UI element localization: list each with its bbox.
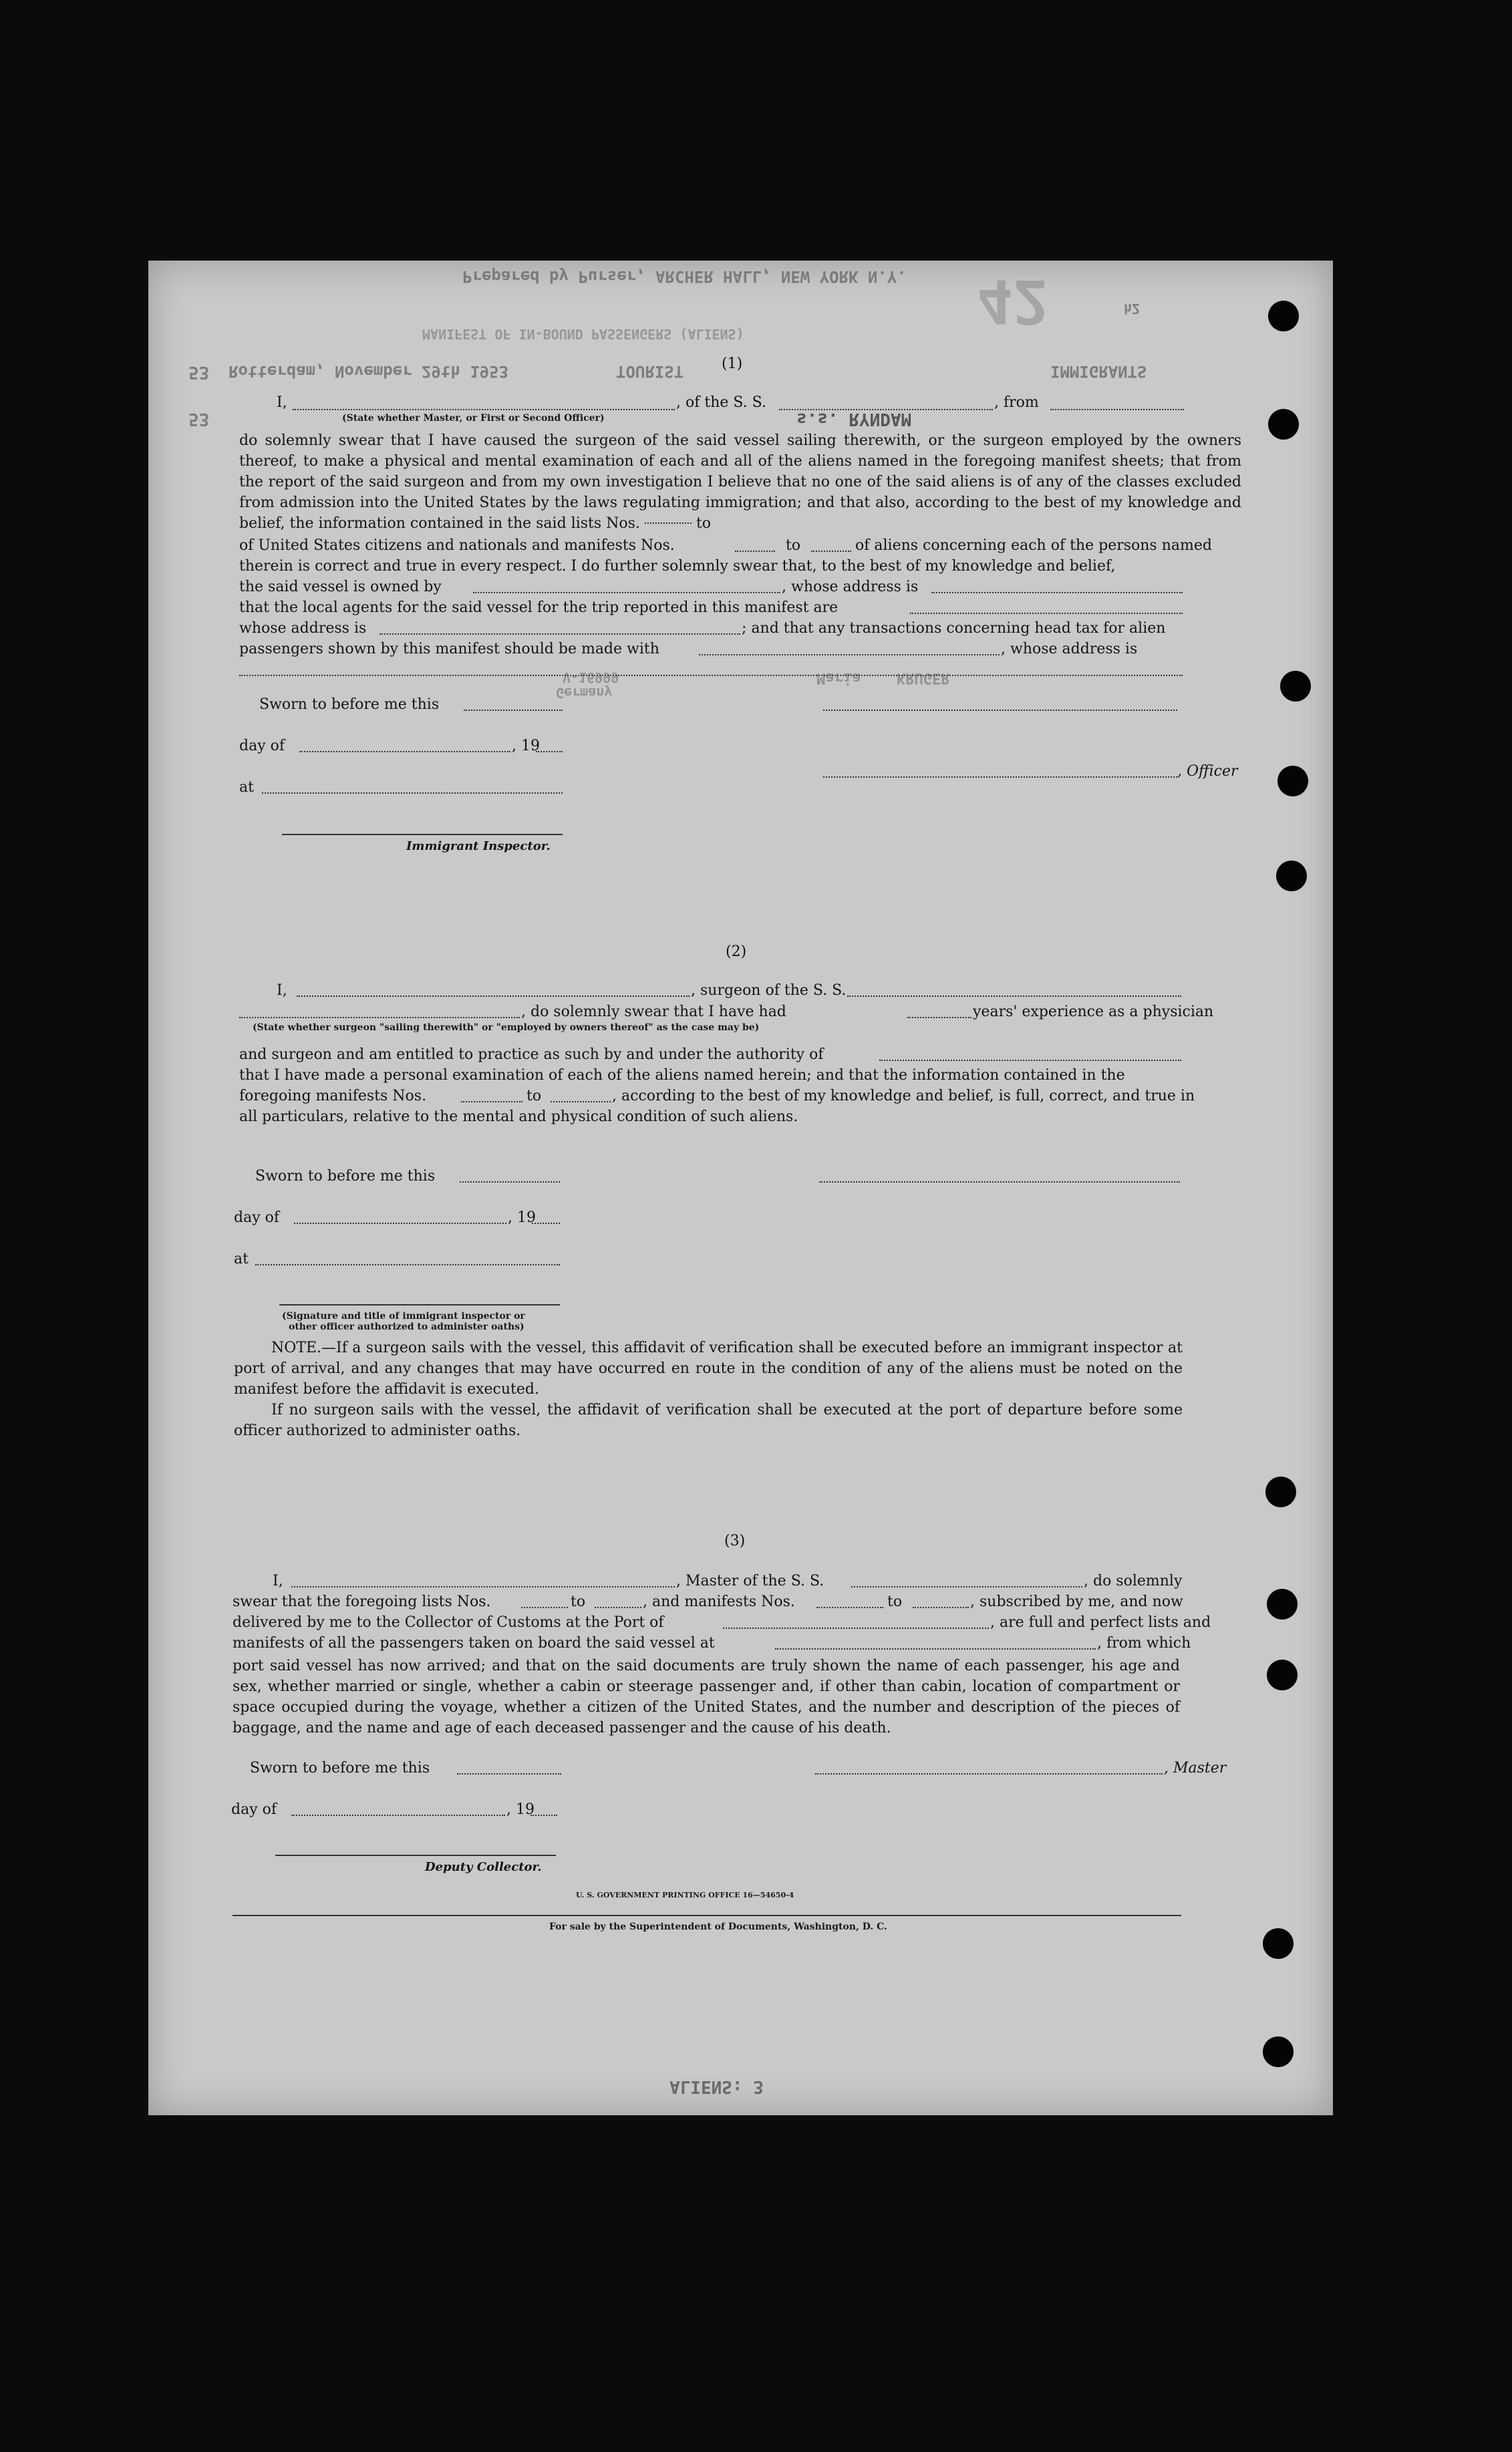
section2-sworn-line[interactable] — [460, 1181, 560, 1183]
section1-manifest-from-line[interactable] — [735, 551, 775, 552]
section1-year-line[interactable] — [536, 751, 563, 752]
section3-solemnly-label: , do solemnly — [1084, 1573, 1183, 1589]
section3-lists-text: swear that the foregoing lists Nos. — [233, 1593, 491, 1610]
footer-rule — [233, 1915, 1181, 1916]
section2-number: (2) — [726, 943, 747, 960]
section2-ship-line[interactable] — [847, 995, 1181, 997]
section1-manifest-to-line[interactable] — [811, 551, 851, 552]
section1-officer-note: (State whether Master, or First or Second Officer) — [342, 413, 605, 424]
section3-day-of-label: day of — [231, 1801, 277, 1818]
section1-headtax-text: ; and that any transactions concerning head tax for alien — [742, 620, 1166, 637]
section1-at-label: at — [239, 779, 254, 796]
section3-i-label: I, — [273, 1573, 283, 1589]
section2-body-b-start: foregoing manifests Nos. — [239, 1088, 427, 1104]
section2-i-label: I, — [277, 982, 287, 999]
section1-full-address-line[interactable] — [239, 675, 1183, 676]
section3-lists-to: to — [571, 1593, 586, 1610]
section2-authority-line[interactable] — [879, 1060, 1181, 1061]
ghost-kruger: KRUGER — [897, 669, 950, 686]
gpo-imprint: U. S. GOVERNMENT PRINTING OFFICE 16—54650-4 — [576, 1891, 794, 1899]
section1-from-line[interactable] — [1050, 409, 1184, 410]
section2-surgeon-name-line[interactable] — [297, 995, 690, 997]
section2-surgeon-note: (State whether surgeon "sailing therewith" or "employed by owners thereof" as the case may be) — [253, 1022, 760, 1033]
section1-year-label: , 19 — [512, 738, 540, 754]
section1-number: (1) — [722, 355, 743, 372]
section2-note1: NOTE.—If a surgeon sails with the vessel, this affidavit of verification shall be executed before an immigrant inspector at port of arrival, and any changes that may have occurred en route in the condition of any of the aliens must be noted on the manifest before the affidavit is executed. — [234, 1340, 1183, 1398]
section1-agents-address-line[interactable] — [380, 633, 740, 635]
ghost-header-line2: MANIFEST OF IN-BOUND PASSENGERS (ALIENS) — [422, 326, 744, 342]
punch-hole — [1263, 2036, 1294, 2067]
section1-agents-line[interactable] — [910, 613, 1183, 614]
section1-body-text: do solemnly swear that I have caused the surgeon of the said vessel sailing therewith, or the surgeon employed by the owners thereof, to make a physical and mental examination of each and all of the aliens named in the foregoing manifest sheets; that from the report of the said surgeon and from my own investigation I believe that no one of the said aliens is of any of the classes excluded from admission into the United States by the laws regulating immigration; and that also, according to the best of my knowledge and belief, the information contained in the said lists Nos. — [239, 432, 1241, 532]
section1-passengers-address: , whose address is — [1001, 641, 1138, 657]
section1-citizens-to: to — [786, 537, 801, 554]
section3-lists-from-line[interactable] — [521, 1607, 568, 1608]
punch-hole — [1277, 766, 1308, 796]
section3-day-line[interactable] — [291, 1815, 505, 1816]
ghost-header-line3-left: IMMIGRANTS — [1050, 362, 1147, 381]
section2-body-b-end: , according to the best of my knowledge and belief, is full, correct, and true in — [612, 1088, 1195, 1104]
manifest-sheet — [148, 261, 1333, 2115]
section1-of-ss-label: , of the S. S. — [676, 394, 766, 411]
section1-inspector-line[interactable] — [282, 834, 563, 835]
ghost-maria: Maria — [816, 669, 861, 686]
section2-day-line[interactable] — [294, 1223, 506, 1224]
section1-agents-text: that the local agents for the said vessel for the trip reported in this manifest are — [239, 599, 839, 616]
section3-deputy-line[interactable] — [275, 1855, 556, 1856]
section1-officer-line[interactable] — [823, 776, 1177, 778]
section2-sworn-label: Sworn to before me this — [255, 1168, 436, 1185]
section2-manifest-to-line[interactable] — [551, 1101, 611, 1102]
section1-owned-text: the said vessel is owned by — [239, 579, 442, 595]
punch-hole — [1265, 1477, 1296, 1507]
ghost-mark-53a: 53 — [188, 362, 210, 382]
section3-manifests-text: , and manifests Nos. — [643, 1593, 795, 1610]
ghost-header-line3-mid: TOURIST — [616, 362, 684, 381]
ghost-header-line3-right: Rotterdam, November 29th 1953 — [229, 362, 509, 381]
ghost-header-line1: Prepared by Purser, ARCHER HALL, NEW YORK N.Y. — [462, 267, 907, 286]
ghost-mark-53b: 53 — [188, 409, 210, 429]
punch-hole — [1267, 1660, 1298, 1690]
section3-perfect-text: , are full and perfect lists and — [990, 1614, 1211, 1631]
section1-citizens-end: of aliens concerning each of the persons named — [855, 537, 1212, 554]
section3-from-which-text: , from which — [1097, 1635, 1191, 1652]
section1-sworn-label: Sworn to before me this — [259, 696, 440, 713]
section1-headtax-agent-line[interactable] — [699, 654, 1000, 655]
punch-hole — [1267, 1589, 1298, 1620]
section3-year-label: , 19 — [506, 1801, 535, 1818]
section2-note2: If no surgeon sails with the vessel, the affidavit of verification shall be executed at the port of departure before some officer authorized to administer oaths. — [234, 1402, 1183, 1439]
section3-deputy-label: Deputy Collector. — [425, 1860, 542, 1874]
section2-years-line[interactable] — [907, 1017, 971, 1018]
section2-sig-note1: (Signature and title of immigrant inspector or — [282, 1311, 525, 1322]
section3-subscribed-text: , subscribed by me, and now — [970, 1593, 1183, 1610]
section3-port-line[interactable] — [723, 1628, 989, 1629]
section3-delivered-text: delivered by me to the Collector of Customs at the Port of — [233, 1614, 664, 1631]
section1-sworn-line[interactable] — [464, 710, 563, 711]
section1-owner-address-label: , whose address is — [782, 579, 919, 595]
ghost-page-number: 42 — [977, 266, 1050, 336]
ghost-bottom-mark: ALIENS: 3 — [669, 2077, 764, 2097]
section3-year-line[interactable] — [531, 1815, 557, 1816]
section2-years-text: years' experience as a physician — [973, 1004, 1214, 1020]
section1-passengers-text: passengers shown by this manifest should be made with — [239, 641, 659, 657]
section1-at-line[interactable] — [262, 792, 563, 794]
ghost-page-small: h2 — [1124, 301, 1141, 317]
punch-hole — [1268, 409, 1299, 440]
section1-day-line[interactable] — [299, 751, 510, 752]
section2-day-of-label: day of — [234, 1209, 280, 1226]
section3-manifests-to: to — [887, 1593, 903, 1610]
section3-master-name-line[interactable] — [291, 1586, 675, 1587]
section1-therein-text: therein is correct and true in every respect. I do further solemnly swear that, to the best of my knowledge and belief, — [239, 558, 1116, 575]
section2-at-line[interactable] — [255, 1264, 560, 1265]
section3-manifests-all-text: manifests of all the passengers taken on board the said vessel at — [233, 1635, 715, 1652]
section1-to-label: to — [696, 515, 712, 532]
section3-boarded-line[interactable] — [775, 1648, 1096, 1650]
section2-manifest-from-line[interactable] — [461, 1101, 522, 1102]
section1-body — [239, 430, 1241, 534]
section1-owner-address-line[interactable] — [931, 592, 1183, 593]
section2-surgeon-type-line[interactable] — [239, 1017, 520, 1018]
section1-from-label: , from — [994, 394, 1039, 411]
section1-day-of-label: day of — [239, 738, 285, 754]
section1-citizens-text: of United States citizens and nationals and manifests Nos. — [239, 537, 675, 554]
section2-year-label: , 19 — [508, 1209, 536, 1226]
ghost-ship-name: s.s. RYNDAM — [796, 409, 912, 429]
section2-swear-text: , do solemnly swear that I have had — [521, 1004, 786, 1020]
ghost-germany: Germany — [556, 685, 613, 701]
punch-hole — [1280, 671, 1311, 702]
section1-officer-label: , Officer — [1177, 763, 1238, 780]
punch-hole — [1263, 1928, 1294, 1959]
section1-address-label: whose address is — [239, 620, 367, 637]
section2-surgeon-label: , surgeon of the S. S. — [691, 982, 847, 999]
section1-signature-line[interactable] — [823, 710, 1177, 711]
section1-inspector-label: Immigrant Inspector. — [406, 839, 551, 853]
section3-master-label: , Master of the S. S. — [676, 1573, 824, 1589]
section1-list-from-line[interactable] — [645, 522, 692, 524]
section3-signature-line[interactable] — [815, 1773, 1163, 1775]
section3-manifest-from-line[interactable] — [816, 1607, 883, 1608]
section2-sig-note2: other officer authorized to administer oaths) — [289, 1322, 524, 1332]
section1-officer-name-line[interactable] — [293, 409, 675, 410]
section1-owner-line[interactable] — [473, 592, 780, 593]
section3-sworn-line[interactable] — [457, 1773, 561, 1775]
section3-manifest-to-line[interactable] — [913, 1607, 969, 1608]
section2-at-label: at — [234, 1251, 249, 1267]
section2-year-line[interactable] — [532, 1223, 560, 1224]
section1-ship-line[interactable] — [779, 409, 993, 410]
section2-signature-line[interactable] — [819, 1181, 1180, 1183]
section3-body: port said vessel has now arrived; and that on the said documents are truly shown the name of each passenger, his age and sex, whether married or single, whether a cabin or steerage passenger and, if other than cabin, location of compartment or space occupied during the voyage, whether a citizen of the United States, and the number and description of the pieces of baggage, and the name and age of each deceased passenger and the cause of his death. — [233, 1658, 1180, 1736]
section3-master-sig-label: , Master — [1164, 1760, 1227, 1777]
section2-inspector-line[interactable] — [279, 1304, 560, 1306]
section3-number: (3) — [724, 1533, 746, 1549]
section2-body-a: that I have made a personal examination of each of the aliens named herein; and that the information contained in the — [239, 1067, 1125, 1084]
section2-body-c: all particulars, relative to the mental and physical condition of such aliens. — [239, 1108, 798, 1125]
section2-body-b-to: to — [526, 1088, 542, 1104]
section3-ship-line[interactable] — [851, 1586, 1082, 1587]
punch-hole — [1268, 301, 1299, 331]
section1-i-label: I, — [277, 394, 287, 411]
punch-hole — [1276, 861, 1307, 891]
ghost-code: V-16999 — [563, 669, 619, 685]
section3-lists-to-line[interactable] — [595, 1607, 641, 1608]
section2-authority-text: and surgeon and am entitled to practice as such by and under the authority of — [239, 1046, 824, 1063]
footer-sale-notice: For sale by the Superintendent of Documents, Washington, D. C. — [549, 1922, 887, 1932]
section3-sworn-label: Sworn to before me this — [250, 1760, 430, 1777]
